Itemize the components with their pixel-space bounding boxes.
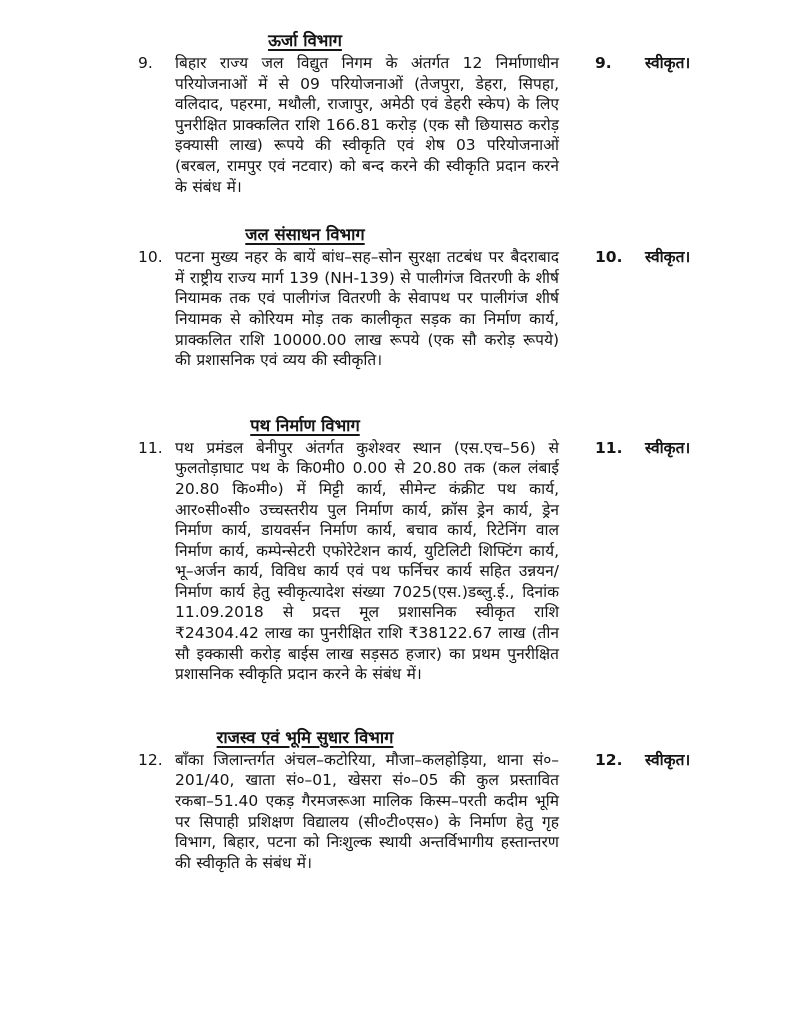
item-text: पटना मुख्य नहर के बायें बांध–सह–सोन सुरक्षा तटबंध पर बैदराबाद में राष्ट्रीय राज्य मार्ग 139 (NH-139) से पालीगंज वितरणी के शीर्ष नियामक तक एवं पालीगंज वितरणी के सेवापथ पर पालीगंज शीर्ष नियामक से कोरियम मोड़ तक कालीकृत सड़क का निर्माण कार्य, प्राक्कलित राशि 10000.00 लाख रूपये (एक सौ करोड़ रूपये) की प्रशासनिक एवं व्यय की स्वीकृति।: [175, 248, 559, 370]
decision-status: स्वीकृत।: [645, 248, 691, 267]
department-heading: पथ निर्माण विभाग: [250, 415, 360, 435]
section-water-resources-department: [138, 224, 751, 371]
decision-status: स्वीकृत।: [645, 750, 691, 769]
department-heading: जल संसाधन विभाग: [245, 225, 365, 245]
agenda-item-12: [138, 750, 751, 874]
decision-item-number: 9.: [595, 54, 612, 72]
decision-item-number: 11.: [595, 438, 623, 457]
agenda-item-9: [138, 53, 751, 197]
agenda-item-10: [138, 247, 751, 371]
item-text: पथ प्रमंडल बेनीपुर अंतर्गत कुशेश्वर स्थान (एस.एच–56) से फुलतोड़ाघाट पथ के कि0मी0 0.00 से 20.80 तक (कल लंबाई 20.80 कि०मी०) में मिट्टी कार्य, सीमेन्ट कंक्रीट पथ कार्य, आर०सी०सी० उच्चस्तरीय पुल निर्माण कार्य, क्रॉस ड्रेन कार्य, ड्रेन निर्माण कार्य, डायवर्सन निर्माण कार्य, बचाव कार्य, रिटेनिंग वाल निर्माण कार्य, कम्पेन्सेटरी एफोरेटेशन कार्य, युटिलिटी शिफ्टिंग कार्य, भू–अर्जन कार्य, विविध कार्य एवं पथ फर्निचर कार्य सहित उन्नयन/निर्माण कार्य हेतु स्वीकृत्यादेश संख्या 7025(एस.)डब्लु.ई., दिनांक 11.09.2018 से प्रदत्त मूल प्रशासनिक स्वीकृत राशि ₹24304.42 लाख का पुनरीक्षित राशि ₹38122.67 लाख (तीन सौ इक्कासी करोड़ बाईस लाख सड़सठ हजार) का प्रथम पुनरीक्षित प्रशासनिक स्वीकृति प्रदान करने के संबंध में।: [175, 438, 559, 684]
item-number: 12.: [138, 750, 163, 769]
item-number: 11.: [138, 438, 163, 457]
item-number: 10.: [138, 248, 163, 267]
item-number: 9.: [138, 54, 153, 72]
item-text: बिहार राज्य जल विद्युत निगम के अंतर्गत 12 निर्माणाधीन परियोजनाओं में से 09 परियोजनाओं (तेजपुरा, डेहरा, सिपहा, वलिदाद, पहरमा, मथौली, राजापुर, अमेठी एवं डेहरी स्केप) के लिए पुनरीक्षित प्राक्कलित राशि 166.81 करोड़ (एक सौ छियासठ करोड़ इक्यासी लाख) रूपये की स्वीकृति एवं शेष 03 परियोजनाओं (बरबल, रामपुर एवं नटवार) को बन्द करने की स्वीकृति प्रदान करने के संबंध में।: [175, 54, 559, 196]
decision-status: स्वीकृत।: [645, 438, 691, 457]
decision-item-number: 10.: [595, 248, 623, 267]
department-heading: ऊर्जा विभाग: [268, 31, 342, 50]
item-text: बाँका जिलान्तर्गत अंचल–कटोरिया, मौजा–कलहोड़िया, थाना सं०–201/40, खाता सं०–01, खेसरा सं०–05 की कुल प्रस्तावित रकबा–51.40 एकड़ गैरमजरूआ मालिक किस्म–परती कदीम भूमि पर सिपाही प्रशिक्षण विद्यालय (सी०टी०एस०) के निर्माण हेतु गृह विभाग, बिहार, पटना को निःशुल्क स्थायी अन्तर्विभागीय हस्तान्तरण की स्वीकृति के संबंध में।: [175, 750, 559, 872]
section-road-construction-department: [138, 415, 751, 685]
section-revenue-land-reforms-department: [138, 727, 751, 874]
decision-status: स्वीकृत।: [645, 54, 691, 72]
decision-item-number: 12.: [595, 750, 623, 769]
department-heading: राजस्व एवं भूमि सुधार विभाग: [216, 727, 394, 747]
agenda-item-11: [138, 438, 751, 685]
section-energy-department: [138, 30, 751, 197]
